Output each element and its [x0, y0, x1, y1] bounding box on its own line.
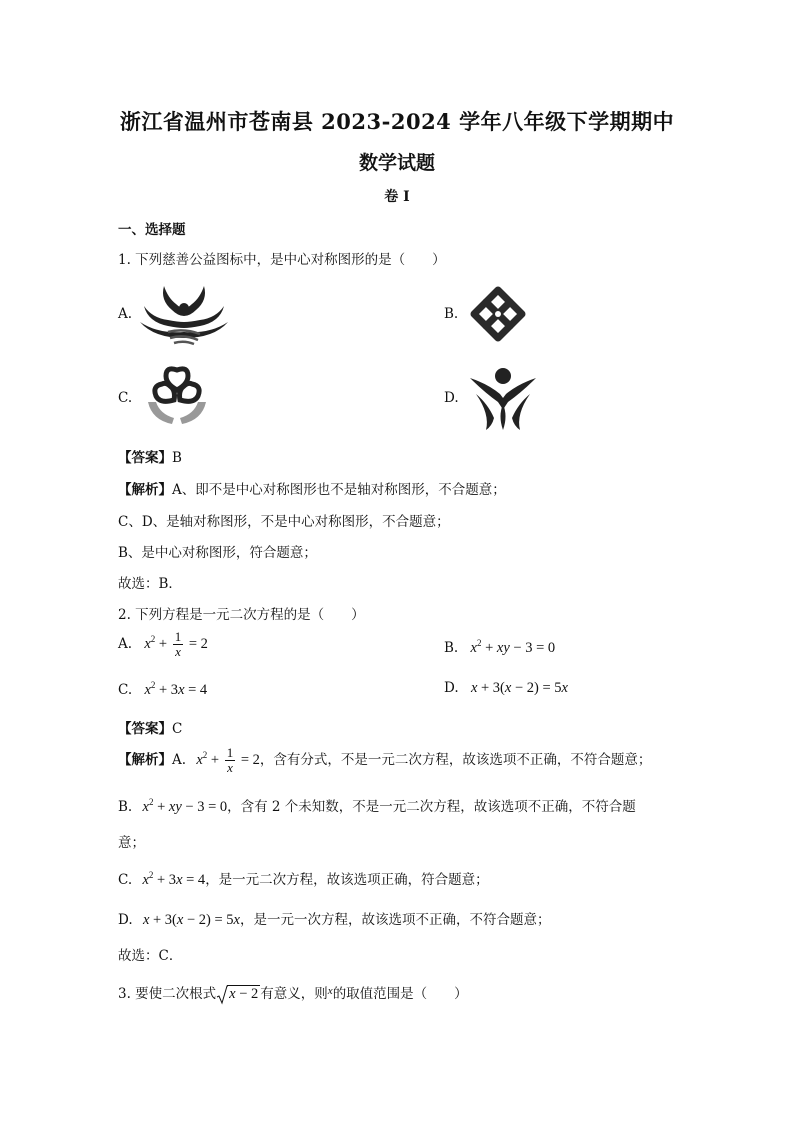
sqrt-expression: x − 2: [216, 986, 260, 1003]
q1-option-d-label: D.: [444, 390, 459, 406]
q1-stem: 1. 下列慈善公益图标中，是中心对称图形的是（ ）: [118, 252, 446, 268]
q2-option-b: B. $x^2$ + xy − 3 = 0: [444, 638, 556, 656]
q1-conclusion: 故选：B．: [118, 576, 182, 592]
q2-analysis-b-cont: 意；: [118, 835, 145, 851]
q3-stem: 3. 要使二次根式 x − 2 有意义，则$^x$的取值范围是（ ）: [118, 985, 468, 1002]
q1-analysis-1: 【解析】A、即不是中心对称图形也不是轴对称图形，不合题意；: [118, 482, 506, 498]
q1-analysis-3: B、是中心对称图形，符合题意；: [118, 545, 317, 561]
q1-option-b-label: B.: [444, 306, 459, 322]
q2-analysis-d: D. x + 3(x − 2) = 5x，是一元一次方程，故该选项不正确，不符合题意；: [118, 912, 551, 928]
person-leaves-logo: [468, 364, 538, 432]
q2-option-a: A. $x^2$ + $\frac{1}{x}$ = 2: [118, 629, 208, 659]
q1-analysis-2: C、D、是轴对称图形，不是中心对称图形，不合题意；: [118, 514, 450, 530]
document-subtitle: 数学试题: [358, 152, 435, 174]
q2-answer: 【答案】C: [118, 721, 183, 737]
section-heading: 一、选择题: [118, 222, 186, 238]
q1-answer: 【答案】B: [118, 450, 182, 466]
q2-analysis-b: B. $x^2$ + xy − 3 = 0，含有 2 个未知数，不是一元二次方程，故该选项不正确，不符合题: [118, 797, 636, 815]
hands-hearts-logo: [144, 362, 210, 428]
q2-analysis-a: 【解析】A. $x^2$ + $\frac{1}{x}$ = 2，含有分式，不是一元二次方程，故该选项不正确，不符合题意；: [118, 745, 652, 775]
q2-conclusion: 故选：C．: [118, 948, 183, 964]
volume-label: 卷 I: [384, 189, 410, 205]
lotus-charity-logo: [138, 282, 230, 346]
heart-knot-logo: [466, 282, 530, 346]
q2-analysis-c: C. $x^2 + 3x = 4$，是一元二次方程，故该选项正确，符合题意；: [118, 870, 489, 888]
q2-option-d: D. x + 3(x − 2) = 5x: [444, 680, 568, 696]
document-title: 浙江省温州市苍南县 2023-2024 学年八年级下学期期中: [119, 109, 675, 134]
q1-option-a-label: A.: [118, 306, 133, 322]
q2-stem: 2. 下列方程是一元二次方程的是（ ）: [118, 607, 365, 623]
q1-option-c-label: C.: [118, 390, 133, 406]
q2-option-c: C. $x^2 + 3x = 4$: [118, 680, 208, 698]
